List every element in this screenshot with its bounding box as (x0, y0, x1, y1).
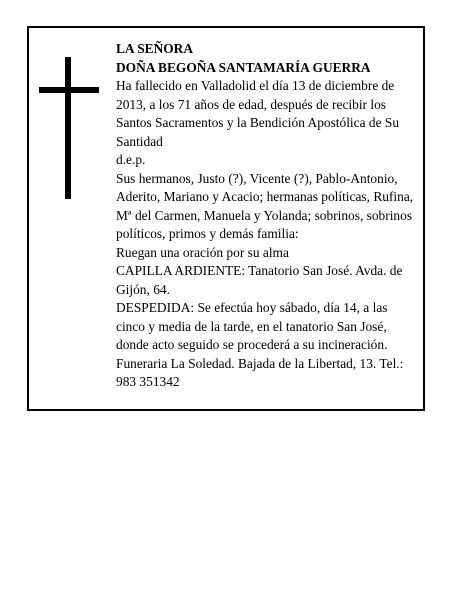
prayer-request: Ruegan una oración por su alma (116, 244, 289, 260)
farewell-info: DESPEDIDA: Se efectúa hoy sábado, día 14, a las cinco y media de la tarde, en el tanatorio San José, donde acto seguido se procederá a su incineración. (116, 300, 388, 352)
deceased-name: DOÑA BEGOÑA SANTAMARÍA GUERRA (116, 59, 371, 75)
family-members: Sus hermanos, Justo (?), Vicente (?), Pablo-Antonio, Aderito, Mariano y Acacio; hermanas políticas, Rufina, Mª del Carmen, Manuela y Yolanda; sobrinos, sobrinos políticos, primos y demás familia: (116, 170, 414, 241)
latin-cross-icon (39, 57, 99, 199)
cross-horizontal-bar (39, 87, 99, 93)
obituary-notice (27, 26, 425, 411)
death-announcement: Ha fallecido en Valladolid el día 13 de diciembre de 2013, a los 71 años de edad, después de recibir los Santos Sacramentos y la Bendición Apostólica de Su Santidad (116, 78, 400, 149)
rest-in-peace: d.e.p. (116, 152, 146, 167)
notice-text (116, 40, 419, 392)
funeral-home-info: Funeraria La Soledad. Bajada de la Libertad, 13. Tel.: 983 351342 (116, 355, 404, 389)
cross-vertical-bar (65, 57, 71, 199)
chapel-info: CAPILLA ARDIENTE: Tanatorio San José. Avda. de Gijón, 64. (116, 263, 403, 297)
notice-title: LA SEÑORA (116, 41, 194, 56)
